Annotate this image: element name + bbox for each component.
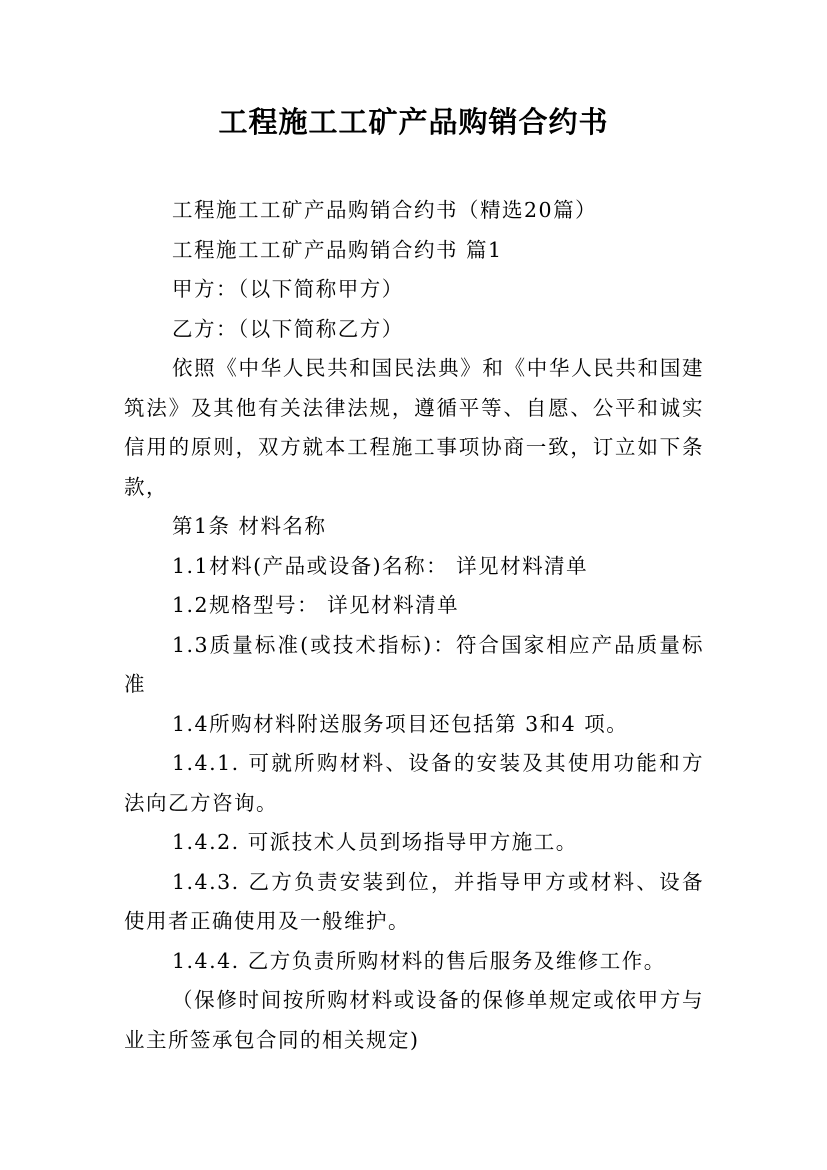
paragraph-party-a: 甲方：（以下简称甲方）	[172, 277, 404, 301]
paragraph-subtitle: 工程施工工矿产品购销合约书（精选20篇）	[172, 198, 598, 222]
paragraph-clause-1-3: 1.3质量标准(或技术指标)：符合国家相应产品质量标准	[124, 632, 704, 696]
paragraph-clause-1-4-2: 1.4.2. 可派技术人员到场指导甲方施工。	[172, 830, 578, 854]
document-title: 工程施工工矿产品购销合约书	[218, 105, 609, 139]
paragraph-section-heading: 工程施工工矿产品购销合约书 篇1	[172, 237, 503, 262]
paragraph-clause-1-4-4: 1.4.4. 乙方负责所购材料的售后服务及维修工作。	[172, 948, 666, 973]
document-body	[124, 191, 704, 1060]
paragraph-clause-1-1: 1.1材料(产品或设备)名称： 详见材料清单	[172, 553, 589, 578]
paragraph-clause-1-4-3: 1.4.3. 乙方负责安装到位，并指导甲方或材料、设备使用者正确使用及一般维护。	[124, 869, 704, 933]
paragraph-article-1-heading: 第1条 材料名称	[172, 514, 327, 538]
paragraph-clause-1-2: 1.2规格型号： 详见材料清单	[172, 593, 460, 617]
paragraph-clause-1-4-1: 1.4.1. 可就所购材料、设备的安装及其使用功能和方法向乙方咨询。	[124, 751, 704, 815]
paragraph-preamble: 依照《中华人民共和国民法典》和《中华人民共和国建筑法》及其他有关法律法规，遵循平等、自愿、公平和诚实信用的原则，双方就本工程施工事项协商一致，订立如下条款，	[124, 356, 704, 499]
paragraph-clause-1-4: 1.4所购材料附送服务项目还包括第 3和4 项。	[172, 711, 629, 736]
paragraph-party-b: 乙方：（以下简称乙方）	[172, 316, 404, 341]
paragraph-warranty-note: （保修时间按所购材料或设备的保修单规定或依甲方与业主所签承包合同的相关规定)	[124, 988, 704, 1052]
